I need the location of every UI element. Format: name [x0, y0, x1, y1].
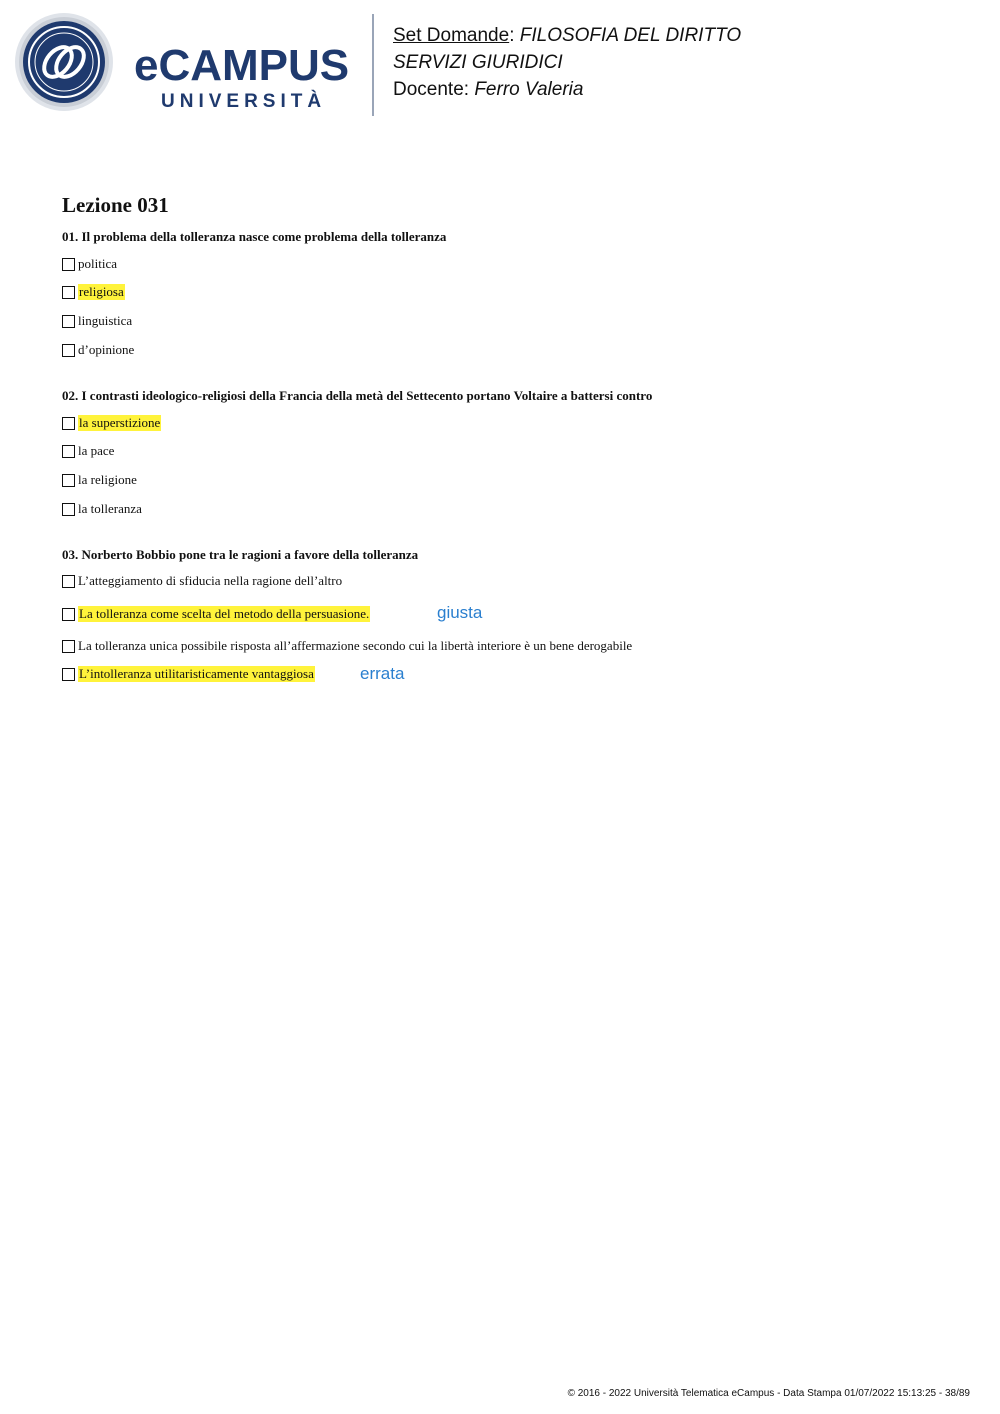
ecampus-logo	[14, 12, 359, 120]
course-line	[393, 22, 741, 49]
program-name: SERVIZI GIURIDICI	[393, 52, 563, 73]
answer-option[interactable]	[62, 470, 137, 490]
answer-note-correct: giusta	[437, 603, 483, 622]
ecampus-logo-graphic	[14, 12, 359, 120]
question-text: 01. Il problema della tolleranza nasce come problema della tolleranza	[62, 229, 447, 244]
answer-label: L’atteggiamento di sfiducia nella ragione dell’altro	[78, 573, 343, 588]
answer-checkbox[interactable]	[62, 315, 75, 328]
answer-label-highlighted: L’intolleranza utilitaristicamente vantaggiosa	[79, 666, 314, 681]
answer-label-highlighted: La tolleranza come scelta del metodo della persuasione.	[79, 606, 370, 621]
answer-checkbox[interactable]	[62, 258, 75, 271]
answer-label: la religione	[78, 472, 137, 487]
set-colon: :	[509, 25, 515, 46]
answer-checkbox[interactable]	[62, 445, 75, 458]
logo-wordmark: eCAMPUS	[134, 41, 350, 90]
answer-label-highlighted: religiosa	[79, 284, 124, 299]
teacher-label: Docente:	[393, 79, 470, 100]
answer-checkbox[interactable]	[62, 286, 75, 299]
answer-label: la tolleranza	[78, 501, 142, 516]
course-name: FILOSOFIA DEL DIRITTO	[519, 25, 742, 46]
answer-option[interactable]	[62, 340, 134, 360]
answer-option[interactable]	[62, 254, 117, 274]
ecampus-seal-icon	[15, 13, 113, 111]
answer-checkbox[interactable]	[62, 344, 75, 357]
answer-label: la pace	[78, 443, 115, 458]
page-footer: © 2016 - 2022 Università Telematica eCampus - Data Stampa 01/07/2022 15:13:25 - 38/89	[567, 1388, 970, 1399]
teacher-line	[393, 76, 741, 103]
answer-note-wrong: errata	[360, 664, 405, 683]
answer-label-highlighted: la superstizione	[79, 415, 161, 430]
header-info	[393, 22, 741, 103]
answer-option[interactable]	[62, 604, 370, 624]
answer-checkbox[interactable]	[62, 575, 75, 588]
lesson-title: Lezione 031	[62, 193, 169, 217]
question-text: 03. Norberto Bobbio pone tra le ragioni a favore della tolleranza	[62, 547, 419, 562]
answer-option[interactable]	[62, 311, 132, 331]
answer-option[interactable]	[62, 636, 632, 656]
answer-label: d’opinione	[78, 342, 135, 357]
answer-label: La tolleranza unica possibile risposta all’affermazione secondo cui la libertà interiore è un bene derogabile	[78, 638, 633, 653]
answer-checkbox[interactable]	[62, 608, 75, 621]
teacher-name: Ferro Valeria	[474, 79, 584, 100]
answer-label: politica	[78, 256, 117, 271]
answer-label: linguistica	[78, 313, 133, 328]
answer-option[interactable]	[62, 441, 114, 461]
answer-option[interactable]	[62, 282, 125, 302]
answer-option[interactable]	[62, 413, 161, 433]
answer-checkbox[interactable]	[62, 417, 75, 430]
answer-checkbox[interactable]	[62, 503, 75, 516]
header-divider	[372, 14, 374, 116]
question-text: 02. I contrasti ideologico-religiosi della Francia della metà del Settecento portano Voltaire a battersi contro	[62, 388, 653, 403]
answer-option[interactable]	[62, 499, 142, 519]
set-label: Set Domande	[393, 25, 510, 46]
answer-checkbox[interactable]	[62, 640, 75, 653]
answer-checkbox[interactable]	[62, 474, 75, 487]
answer-checkbox[interactable]	[62, 668, 75, 681]
answer-option[interactable]	[62, 664, 315, 684]
logo-subtitle: UNIVERSITÀ	[161, 91, 327, 112]
answer-option[interactable]	[62, 571, 342, 591]
